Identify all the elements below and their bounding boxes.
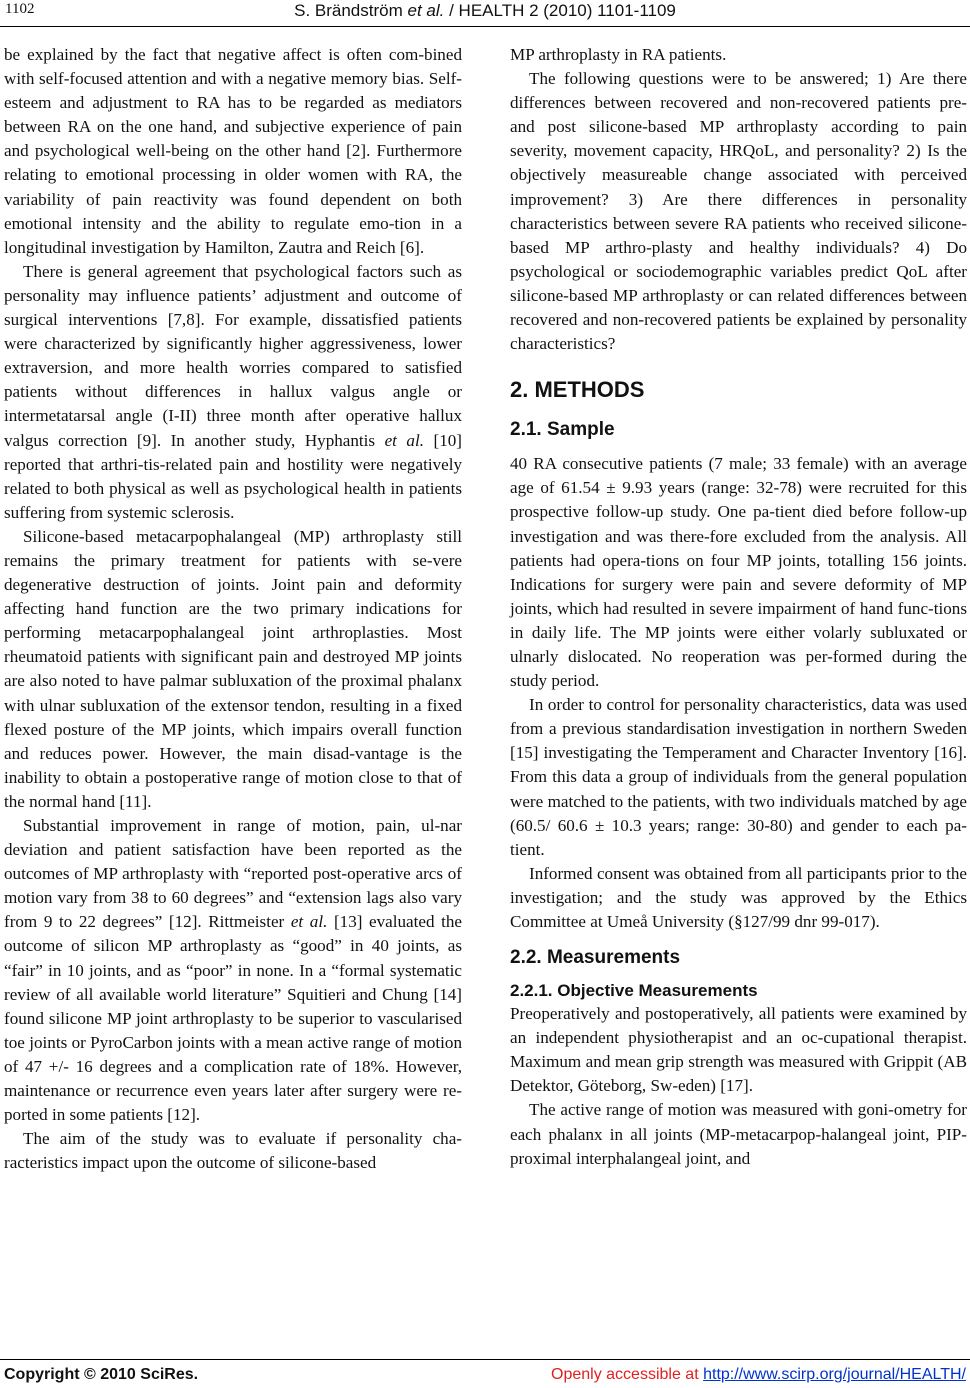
subsection-heading-measurements: 2.2. Measurements (510, 947, 681, 969)
page-number: 1102 (5, 1, 35, 17)
paragraph: Silicone-based metacarpophalangeal (MP) arthroplasty still remains the primary treatment for patients with se-vere degenerative destruction of joints. Joint pain and deformity affecting hand function are the two primary indications for performing metacarpophalangeal joint arthroplasties. Most rheumatoid patients with significant pain and destroyed MP joints are also noted to have palmar subluxation of the proximal phalanx with ulnar subluxation of the extensor tendon, resulting in a fixed flexed posture of the MP joints, which impairs overall function and reduces power. However, the main disad-vantage is the inability to obtain a postoperative range of motion close to that of the normal hand [11]. (4, 526, 462, 811)
et-al: et al. (384, 430, 424, 450)
paragraph: The aim of the study was to evaluate if personality cha-racteristics impact upon the outcome of silicone-based (4, 1129, 462, 1173)
running-head-journal: / HEALTH 2 (2010) 1101-1109 (449, 1, 676, 20)
right-column (510, 43, 967, 1171)
paragraph: MP arthroplasty in RA patients. (510, 45, 727, 64)
running-head-authors: S. Brändström (294, 1, 403, 20)
paragraph: Preoperatively and postoperatively, all patients were examined by an independent physiotherapist and an oc-cupational therapist. Maximum and mean grip strength was measured with Grippit (AB Detektor, Göteborg, Sw-eden) [17]. (510, 1004, 967, 1096)
et-al: et al. (290, 912, 328, 932)
running-head (0, 1, 970, 21)
paragraph: Informed consent was obtained from all participants prior to the investigation; and the study was approved by the Ethics Committee at Umeå University (§127/99 dnr 99-017). (510, 863, 967, 931)
section-heading-methods: 2. METHODS (510, 377, 645, 403)
left-column (4, 43, 462, 1175)
paragraph (4, 260, 462, 525)
running-head-et-al: et al. (407, 1, 445, 20)
paragraph: 40 RA consecutive patients (7 male; 33 female) with an average age of 61.54 ± 9.93 years (range: 32-78) were recruited for this prospective follow-up study. One pa-tient died before follow-up investigation and was there-fore excluded from the analysis. All patients had opera-tions on four MP joints, totalling 156 joints. Indications for surgery were pain and severe deformity of MP joints, which had resulted in severe impairment of hand func-tions in daily life. The MP joints were either volarly subluxated or ulnarly dislocated. No reoperation was per-formed during the study period. (510, 454, 967, 691)
paragraph: be explained by the fact that negative affect is often com-bined with self-focused attention and with a negative memory bias. Self-esteem and adjustment to RA has to be regarded as mediators between RA on the one hand, and subjective experience of pain and psychological well-being on the other hand [2]. Furthermore relating to emotional processing in older women with RA, the variability of pain reactivity was found dependent on both emotional intensity and the ability to regulate emo-tion in a longitudinal investigation by Hamilton, Zautra and Reich [6]. (4, 45, 462, 257)
journal-link[interactable]: http://www.scirp.org/journal/HEALTH/ (703, 1366, 966, 1383)
open-access-label: Openly accessible at (551, 1366, 699, 1383)
paragraph: The active range of motion was measured with goni-ometry for each phalanx in all joints (MP-metacarpop-halangeal joint, PIP-proximal interphalangeal joint, and (510, 1100, 967, 1168)
header-rule (0, 26, 970, 27)
subsubsection-heading-objective: 2.2.1. Objective Measurements (510, 981, 758, 1001)
paragraph-text: Substantial improvement in range of motion, pain, ul-nar deviation and patient satisfaction have been reported as the outcomes of MP arthroplasty with “reported post-operative arcs of motion vary from 38 to 60 degrees” and “extension lags also vary from 9 to 22 degrees” [12]. Rittmeister (4, 816, 462, 932)
paragraph: The following questions were to be answered; 1) Are there differences between recovered and non-recovered patients pre- and post silicone-based MP arthroplasty according to pain severity, movement capacity, HRQoL, and personality? 2) Is the objectively measureable change associated with perceived improvement? 3) Are there differences in personality characteristics between severe RA patients who received silicone-based MP arthro-plasty and healthy individuals? 4) Do psychological or sociodemographic variables predict QoL after silicone-based MP arthroplasty or can related differences between recovered and non-recovered patients be explained by personality characteristics? (510, 69, 967, 354)
paragraph (4, 814, 462, 1127)
paragraph: In order to control for personality characteristics, data was used from a previous standardisation investigation in northern Sweden [15] investigating the Temperament and Character Inventory [16]. From this data a group of individuals from the general population were matched to the patients, with two individuals matched by age (60.5/ 60.6 ± 10.3 years; range: 30-80) and gender to each pa-tient. (510, 695, 967, 859)
open-access-notice (551, 1366, 966, 1384)
paragraph-text: There is general agreement that psychological factors such as personality may influence patients’ adjustment and outcome of surgical interventions [7,8]. For example, dissatisfied patients were characterized by significantly higher aggressiveness, lower extraversion, and more health worries compared to satisfied patients without differences in hallux valgus angle or intermetatarsal angle (I-II) three month after operative hallux valgus correction [9]. In another study, Hyphantis (4, 261, 462, 450)
footer-rule (0, 1359, 970, 1360)
subsection-heading-sample: 2.1. Sample (510, 419, 615, 441)
paragraph-text: [13] evaluated the outcome of silicon MP arthroplasty as “good” in 40 joints, as “fair” in 10 joints, and as “poor” in none. In a “formal systematic review of all available world literature” Squitieri and Chung [14] found silicone MP joint arthroplasty to be superior to vascularised toe joints or PyroCarbon joints with a mean active range of motion of 47 +/- 16 degrees and a complication rate of 18%. However, maintenance or recurrence even years later after surgery were re-ported in some patients [12]. (4, 912, 463, 1125)
copyright-notice: Copyright © 2010 SciRes. (4, 1366, 199, 1383)
paragraph-text: [10] reported that arthri-tis-related pain and hostility were negatively related to both physical as well as psychological health in patients suffering from systemic sclerosis. (4, 430, 462, 522)
